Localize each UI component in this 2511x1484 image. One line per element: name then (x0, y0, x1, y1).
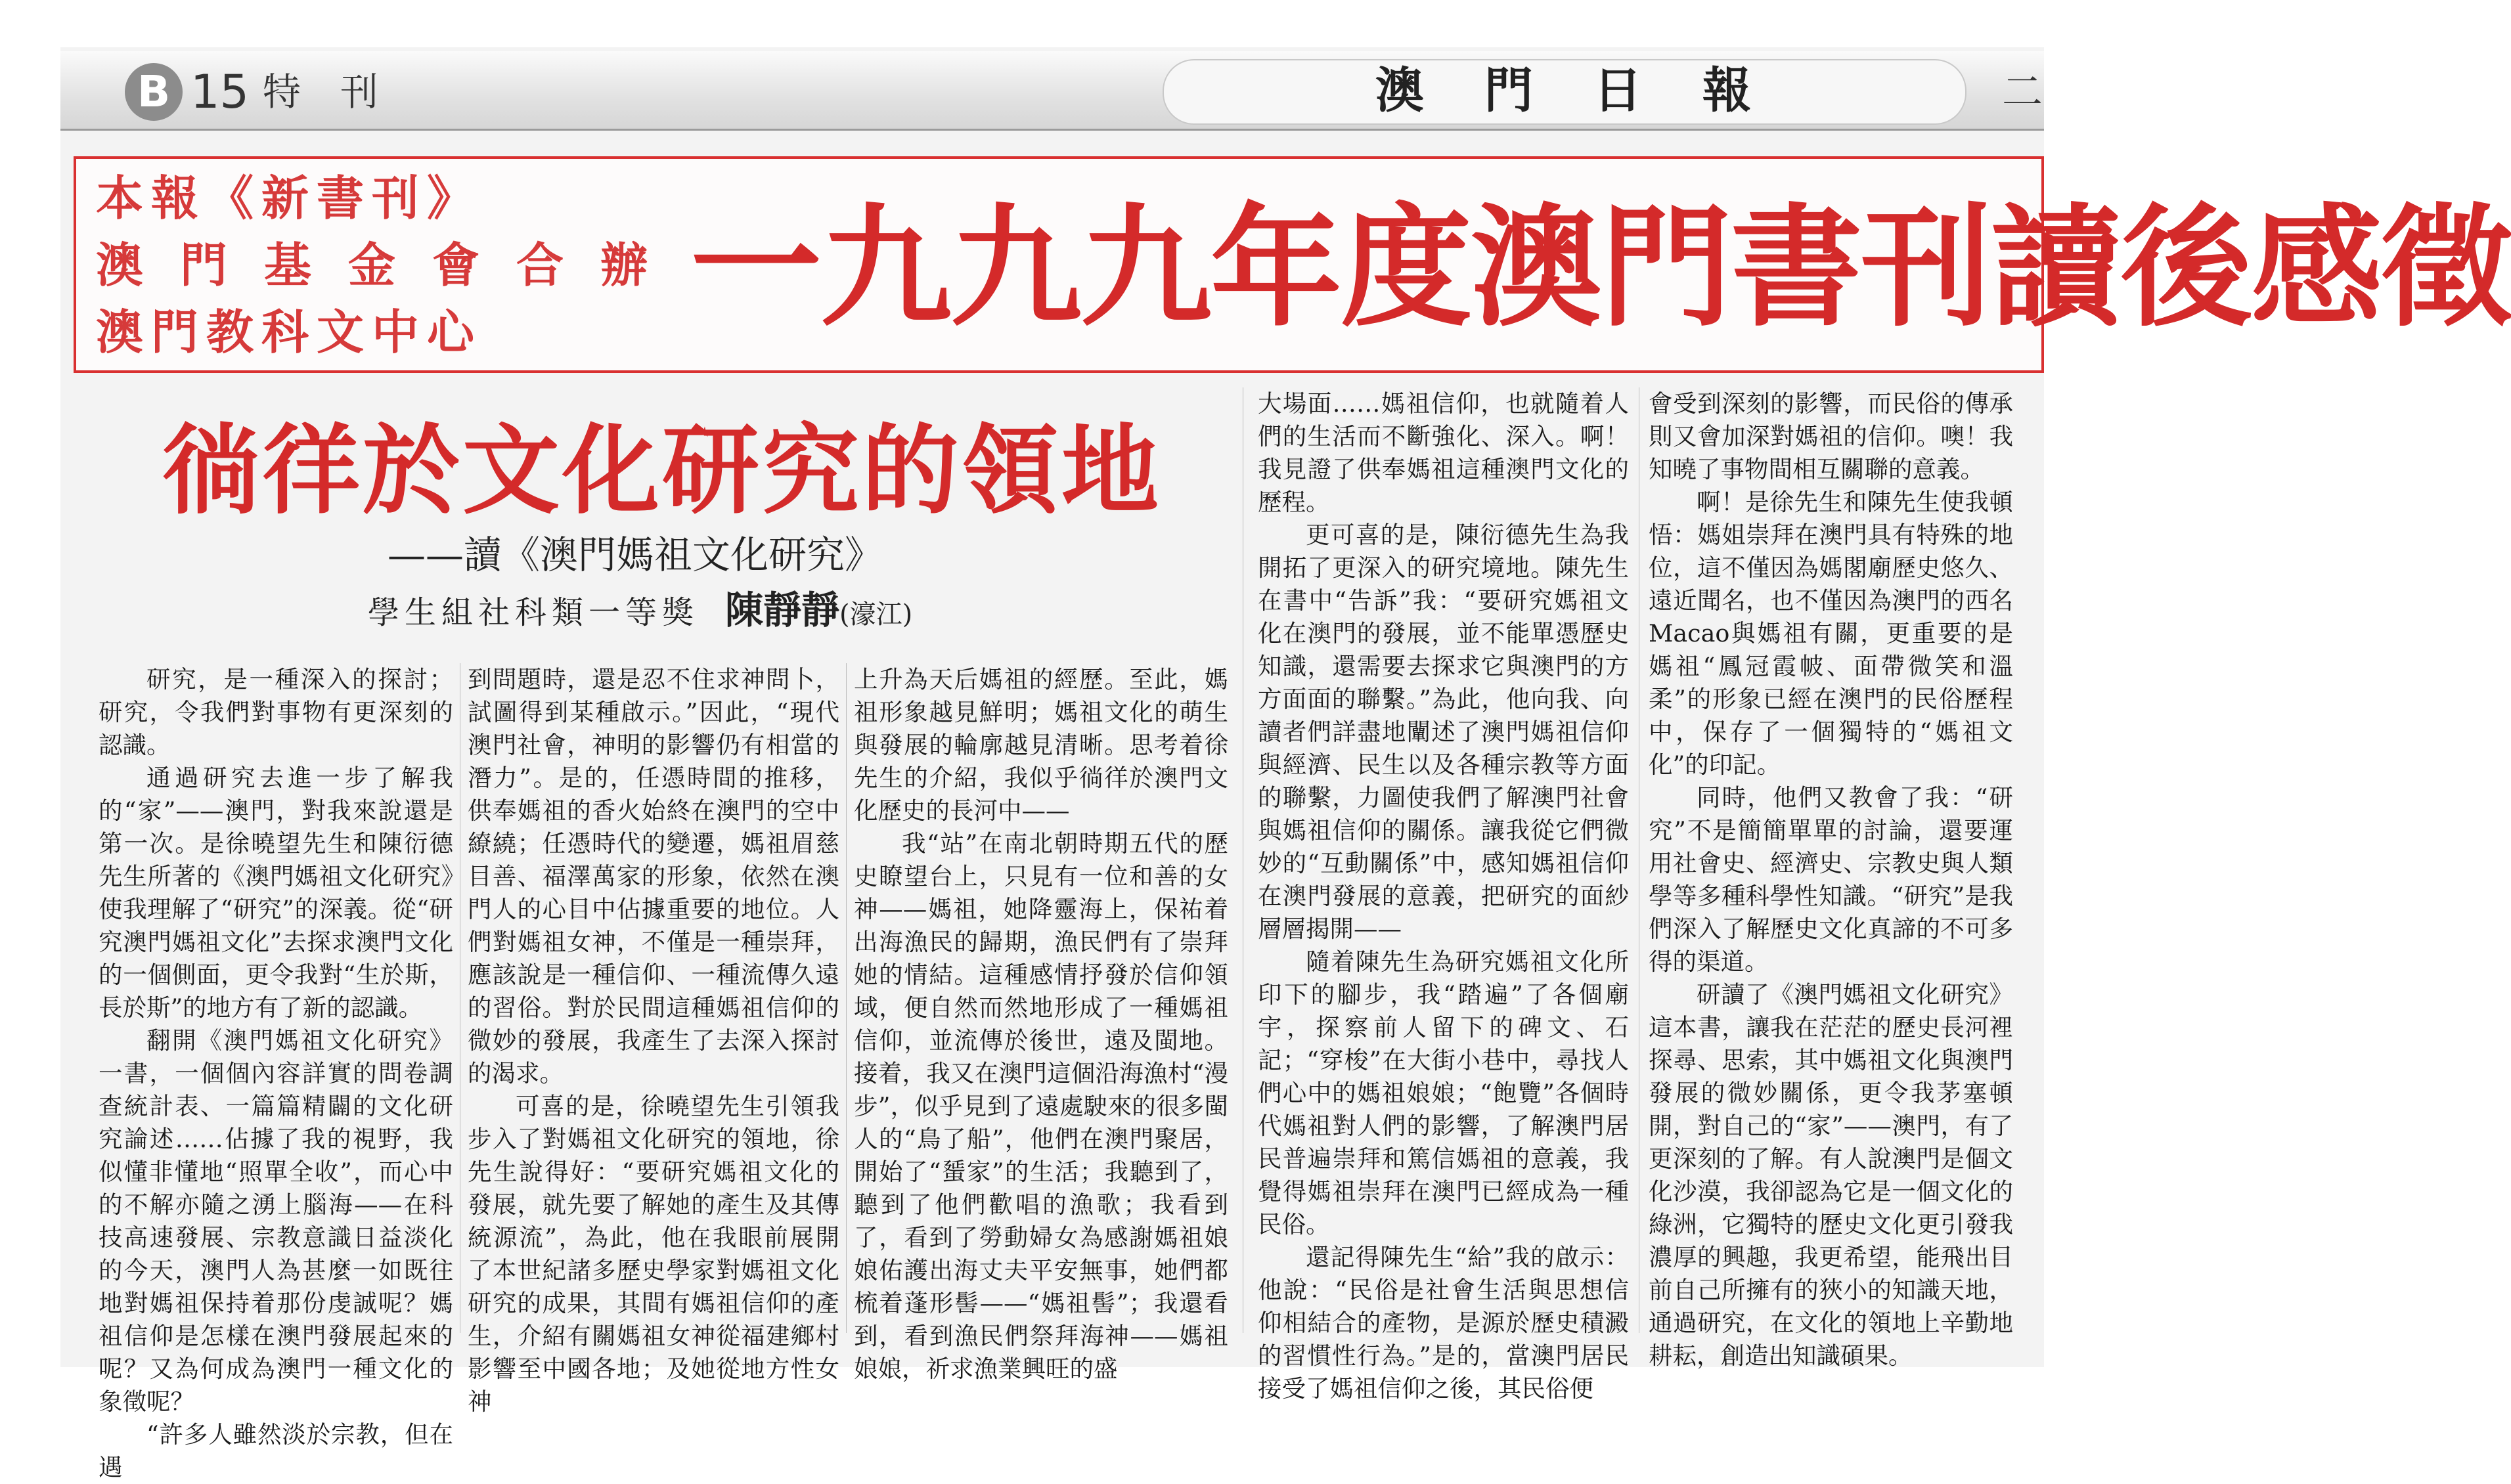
section-name: 特刊 (263, 70, 418, 114)
paper-name: 澳門日報 (1375, 62, 1811, 119)
banner-organizer-3: 澳門教科文中心 (96, 305, 483, 360)
paragraph: “許多人雖然淡於宗教，但在遇 (99, 1420, 453, 1481)
paragraph: 到問題時，還是忍不住求神問卜，試圖得到某種啟示。”因此，“現代澳門社會，神明的影響仍有相當的潛力”。是的，任憑時間的推移，供奉媽祖的香火始終在澳門的空中繚繞；任憑時代的變遷，媽祖眉慈目善、福澤萬家的形象，依然在澳門人的心目中佔據重要的地位。人們對媽祖女神，不僅是一種崇拜，應該說是一種信仰、一種流傳久遠的習俗。對於民間這種媽祖信仰的微妙的發展，我產生了去深入探討的渴求。 (468, 665, 839, 1087)
paragraph: 會受到深刻的影響，而民俗的傳承則又會加深對媽祖的信仰。噢！我知曉了事物間相互關聯的意義。 (1649, 389, 2013, 483)
paragraph: 可喜的是，徐曉望先生引領我步入了對媽祖文化研究的領地，徐先生說得好：“要研究媽祖文化的發展，就先要了解她的產生及其傳統源流”，為此，他在我眼前展開了本世紀諸多歷史學家對媽祖文化研究的成果，其間有媽祖信仰的產生，介紹有關媽祖女神從福建鄉村影響至中國各地；及她從地方性女神 (468, 1092, 839, 1416)
article-column-3 (854, 663, 1228, 1383)
column-divider (846, 663, 847, 1333)
article-subtitle: ——讀《澳門媽祖文化研究》 (388, 533, 883, 577)
paragraph: 翻開《澳門媽祖文化研究》一書，一個個內容詳實的問卷調查統計表、一篇篇精闢的文化研究論述……佔據了我的視野，我似懂非懂地“照單全收”，而心中的不解亦隨之湧上腦海——在科技高速發展、宗教意識日益淡化的今天，澳門人為甚麼一如既往地對媽祖保持着那份虔誠呢？媽祖信仰是怎樣在澳門發展起來的呢？又為何成為澳門一種文化的象徵呢？ (99, 1026, 453, 1416)
paragraph: 研究，是一種深入的探討；研究，令我們對事物有更深刻的認識。 (99, 665, 453, 759)
author-school: (濠江) (839, 600, 913, 630)
paragraph: 大場面……媽祖信仰，也就隨着人們的生活而不斷強化、深入。啊！我見證了供奉媽祖這種澳門文化的歷程。 (1258, 389, 1629, 516)
article-column-2 (468, 663, 839, 1416)
paragraph: 我“站”在南北朝時期五代的歷史瞭望台上，只見有一位和善的女神——媽祖，她降靈海上，保祐着出海漁民的歸期，漁民們有了崇拜她的情結。這種感情抒發於信仰領域，便自然而然地形成了一種媽祖信仰，並流傳於後世，遠及閩地。接着，我又在澳門這個沿海漁村“漫步”，似乎見到了遠處駛來的很多閩人的“鳥了船”，他們在澳門聚居，開始了“蜑家”的生活；我聽到了，聽到了他們歡唱的漁歌；我看到了，看到了勞動婦女為感謝媽祖娘娘佑護出海丈夫平安無事，她們都梳着蓬形髻——“媽祖髻”；我還看到，看到漁民們祭拜海神——媽祖娘娘，祈求漁業興旺的盛 (854, 829, 1228, 1383)
article-column-1 (99, 663, 453, 1481)
award-category: 學生組社科類一等獎 (368, 594, 700, 631)
paragraph: 啊！是徐先生和陳先生使我頓悟：媽姐崇拜在澳門具有特殊的地位，這不僅因為媽閣廟歷史悠久、遠近聞名，也不僅因為澳門的西名Macao與媽祖有關，更重要的是媽祖“鳳冠霞帔、面帶微笑和溫柔”的形象已經在澳門的民俗歷程中，保存了一個獨特的“媽祖文化”的印記。 (1649, 488, 2013, 779)
paragraph: 更可喜的是，陳衍德先生為我開拓了更深入的研究境地。陳先生在書中“告訴”我：“要研究媽祖文化在澳門的發展，並不能單憑歷史知識，還需要去探求它與澳門的方方面面的聯繫。”為此，他向我、向讀者們詳盡地闡述了澳門媽祖信仰與經濟、民生以及各種宗教等方面的聯繫，力圖使我們了解澳門社會與媽祖信仰的關係。讓我從它們微妙的“互動關係”中，感知媽祖信仰在澳門發展的意義，把研究的面紗層層揭開—— (1258, 521, 1629, 943)
author-name: 陳靜靜 (725, 588, 840, 632)
award-line (368, 587, 912, 643)
event-banner (74, 156, 2511, 373)
article-column-5 (1649, 387, 2013, 1370)
paragraph: 研讀了《澳門媽祖文化研究》這本書，讓我在茫茫的歷史長河裡探尋、思索，其中媽祖文化與澳門發展的微妙關係，更令我茅塞頓開，對自己的“家”——澳門，有了更深刻的了解。有人說澳門是個文化沙漠，我卻認為它是一個文化的綠洲，它獨特的歷史文化更引發我濃厚的興趣，我更希望，能飛出目前自己所擁有的狹小的知識天地，通過研究，在文化的領地上辛勤地耕耘，創造出知識碩果。 (1649, 980, 2013, 1370)
paragraph: 通過研究去進一步了解我的“家”——澳門，對我來說還是第一次。是徐曉望先生和陳衍德先生所著的《澳門媽祖文化研究》使我理解了“研究”的深義。從“研究澳門媽祖文化”去探求澳門文化的一個側面，更令我對“生於斯，長於斯”的地方有了新的認識。 (99, 764, 453, 1022)
article-column-4 (1258, 387, 1629, 1403)
section-badge: B (125, 63, 183, 121)
paragraph: 上升為天后媽祖的經歷。至此，媽祖形象越見鮮明；媽祖文化的萌生與發展的輪廓越見清晰。思考着徐先生的介紹，我似乎徜徉於澳門文化歷史的長河中—— (854, 665, 1228, 825)
banner-organizer-1: 本報《新書刊》 (96, 171, 483, 226)
article-title: 徜徉於文化研究的領地 (163, 414, 1161, 527)
banner-title: 一九九九年度澳門書刊讀後感徵 (690, 192, 2511, 345)
paragraph: 同時，他們又教會了我：“研究”不是簡簡單單的討論，還要運用社會史、經濟史、宗教史與人類學等多種科學性知識。“研究”是我們深入了解歷史文化真諦的不可多得的渠道。 (1649, 783, 2013, 976)
paragraph: 隨着陳先生為研究媽祖文化所印下的腳步，我“踏遍”了各個廟宇，探察前人留下的碑文、石記；“穿梭”在大街小巷中，尋找人們心中的媽祖娘娘；“飽覽”各個時代媽祖對人們的影響，了解澳門居民普遍崇拜和篤信媽祖的意義，我覺得媽祖崇拜在澳門已經成為一種民俗。 (1258, 948, 1629, 1238)
paragraph: 還記得陳先生“給”我的啟示：他說：“民俗是社會生活與思想信仰相結合的產物，是源於歷史積澱的習慣性行為。”是的，當澳門居民接受了媽祖信仰之後，其民俗便 (1258, 1243, 1629, 1403)
edge-character: 二 (2002, 68, 2043, 116)
page-number: 15 (190, 65, 250, 119)
banner-organizer-2: 澳門基金會合辦 (96, 238, 685, 293)
